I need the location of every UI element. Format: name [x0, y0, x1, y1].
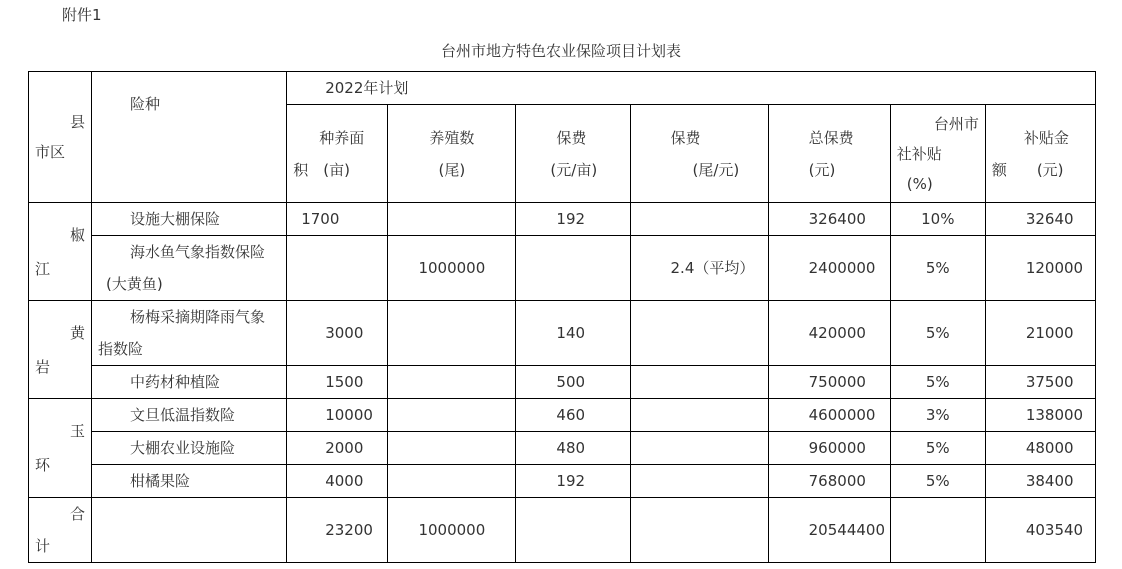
header-subsidy-amount-line1: 补贴金	[1023, 128, 1069, 147]
insurance-type-cell	[92, 301, 287, 366]
total-amount-cell: 403540	[985, 498, 1095, 563]
total-premium-cell: 20544400	[768, 498, 890, 563]
header-plan-year: 2022年计划	[287, 72, 1096, 105]
total-area-cell: 23200	[287, 498, 388, 563]
header-county-bottom: 市区	[35, 143, 66, 161]
premium-mu-cell: 192	[516, 465, 630, 498]
insurance-type-cell: 大棚农业设施险	[92, 432, 287, 465]
total-premium-cell: 960000	[768, 432, 890, 465]
area-cell: 1500	[287, 366, 388, 399]
premium-mu-cell	[516, 236, 630, 301]
premium-tail-cell	[630, 301, 768, 366]
total-label-cell	[29, 498, 92, 563]
header-premium-mu	[516, 105, 630, 203]
header-subsidy-rate-line1: 台州市	[933, 114, 979, 133]
header-total-premium-line2: (元)	[808, 160, 836, 179]
header-subsidy-amount-line2: 额 (元)	[991, 160, 1064, 179]
count-cell	[388, 203, 516, 236]
premium-tail-cell	[630, 432, 768, 465]
county-name-top: 椒	[70, 225, 86, 244]
total-premium-cell: 4600000	[768, 399, 890, 432]
header-planting-area-line2: 积 (亩)	[293, 160, 350, 179]
subsidy-rate-cell: 5%	[890, 236, 985, 301]
subsidy-amount-cell: 138000	[985, 399, 1095, 432]
premium-mu-cell: 480	[516, 432, 630, 465]
header-insurance-type: 险种	[92, 72, 287, 203]
table-row	[29, 236, 1096, 301]
table-row	[29, 465, 1096, 498]
county-name-bottom: 环	[35, 456, 51, 474]
subsidy-amount-cell: 48000	[985, 432, 1095, 465]
table-row	[29, 301, 1096, 366]
insurance-type-cell	[92, 236, 287, 301]
total-label-bottom: 计	[35, 537, 51, 555]
total-premium-mu-cell	[516, 498, 630, 563]
header-premium-tail	[630, 105, 768, 203]
county-cell-yuhuan	[29, 399, 92, 498]
county-cell-jiaojiang	[29, 203, 92, 301]
subsidy-rate-cell: 5%	[890, 432, 985, 465]
header-premium-tail-line1: 保费	[670, 128, 701, 147]
count-cell	[388, 432, 516, 465]
insurance-type-line2: (大黄鱼)	[106, 275, 163, 293]
total-premium-cell: 326400	[768, 203, 890, 236]
area-cell: 4000	[287, 465, 388, 498]
subsidy-rate-cell: 3%	[890, 399, 985, 432]
header-subsidy-rate-line2: 社补贴	[896, 144, 942, 163]
count-cell	[388, 399, 516, 432]
premium-mu-cell: 500	[516, 366, 630, 399]
total-rate-cell	[890, 498, 985, 563]
table-row	[29, 203, 1096, 236]
insurance-type-line1: 海水鱼气象指数保险	[130, 243, 266, 261]
header-total-premium-line1: 总保费	[808, 128, 854, 147]
insurance-type-cell: 文旦低温指数险	[92, 399, 287, 432]
premium-mu-cell: 192	[516, 203, 630, 236]
premium-mu-cell: 140	[516, 301, 630, 366]
subsidy-amount-cell: 37500	[985, 366, 1095, 399]
header-breeding-count-line1: 养殖数	[429, 128, 475, 147]
page-title: 台州市地方特色农业保险项目计划表	[440, 42, 681, 60]
count-cell	[388, 301, 516, 366]
subsidy-rate-cell: 10%	[890, 203, 985, 236]
area-cell: 2000	[287, 432, 388, 465]
county-name-top: 黄	[70, 323, 86, 342]
insurance-type-cell: 柑橘果险	[92, 465, 287, 498]
subsidy-amount-cell: 120000	[985, 236, 1095, 301]
header-total-premium	[768, 105, 890, 203]
area-cell: 10000	[287, 399, 388, 432]
header-breeding-count-line2: (尾)	[438, 160, 466, 179]
total-premium-cell: 2400000	[768, 236, 890, 301]
count-cell	[388, 465, 516, 498]
subsidy-amount-cell: 21000	[985, 301, 1095, 366]
county-name-bottom: 江	[35, 259, 51, 278]
insurance-type-cell: 中药材种植险	[92, 366, 287, 399]
area-cell: 1700	[287, 203, 388, 236]
county-name-top: 玉	[70, 422, 86, 440]
header-premium-tail-line2: (尾/元)	[692, 160, 740, 179]
subsidy-rate-cell: 5%	[890, 465, 985, 498]
insurance-plan-table	[28, 71, 1096, 563]
header-premium-mu-line1: 保费	[556, 128, 587, 147]
county-cell-huangyan	[29, 301, 92, 399]
header-county-top: 县	[70, 113, 86, 131]
header-row-plan	[29, 72, 1096, 105]
premium-mu-cell: 460	[516, 399, 630, 432]
header-premium-mu-line2: (元/亩)	[550, 160, 598, 179]
premium-tail-cell: 2.4（平均）	[630, 236, 768, 301]
area-cell: 3000	[287, 301, 388, 366]
premium-tail-cell	[630, 465, 768, 498]
subsidy-amount-cell: 32640	[985, 203, 1095, 236]
attachment-label: 附件1	[62, 6, 102, 24]
total-premium-cell: 750000	[768, 366, 890, 399]
subsidy-rate-cell: 5%	[890, 301, 985, 366]
header-planting-area	[287, 105, 388, 203]
total-type-cell	[92, 498, 287, 563]
premium-tail-cell	[630, 399, 768, 432]
total-count-cell: 1000000	[388, 498, 516, 563]
county-name-bottom: 岩	[35, 357, 51, 376]
total-premium-cell: 420000	[768, 301, 890, 366]
count-cell	[388, 366, 516, 399]
total-premium-tail-cell	[630, 498, 768, 563]
count-cell: 1000000	[388, 236, 516, 301]
table-row	[29, 366, 1096, 399]
subsidy-amount-cell: 38400	[985, 465, 1095, 498]
premium-tail-cell	[630, 203, 768, 236]
insurance-type-line1: 杨梅采摘期降雨气象	[130, 308, 266, 326]
subsidy-rate-cell: 5%	[890, 366, 985, 399]
table-row	[29, 399, 1096, 432]
header-subsidy-rate-line3: (%)	[906, 174, 933, 193]
insurance-type-line2: 指数险	[98, 340, 144, 358]
total-premium-cell: 768000	[768, 465, 890, 498]
header-county	[29, 72, 92, 203]
total-row	[29, 498, 1096, 563]
header-planting-area-line1: 种养面	[319, 128, 365, 147]
header-breeding-count	[388, 105, 516, 203]
premium-tail-cell	[630, 366, 768, 399]
area-cell	[287, 236, 388, 301]
header-subsidy-amount	[985, 105, 1095, 203]
insurance-type-cell: 设施大棚保险	[92, 203, 287, 236]
header-subsidy-rate	[890, 105, 985, 203]
total-label-top: 合	[70, 505, 86, 523]
table-row	[29, 432, 1096, 465]
